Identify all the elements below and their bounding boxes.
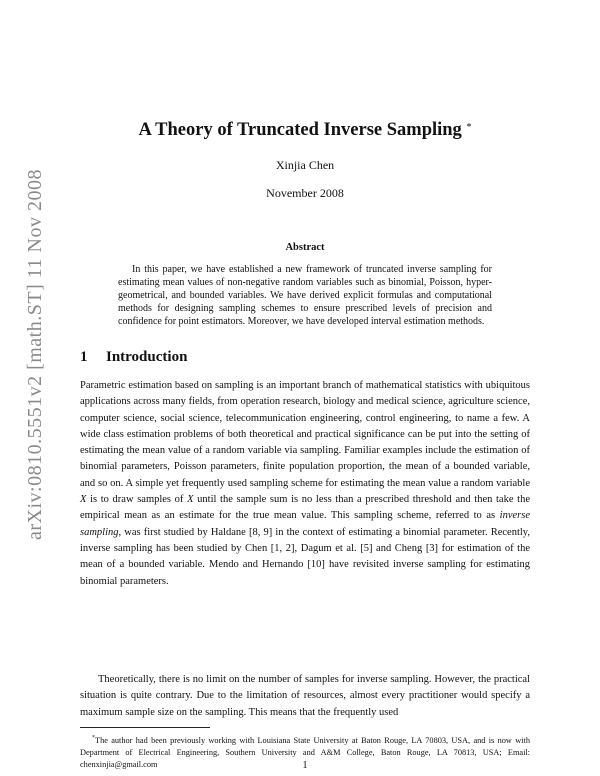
title-footnote-mark: * bbox=[466, 122, 472, 133]
p1-part-b: is to draw samples of bbox=[86, 494, 188, 506]
page-number: 1 bbox=[302, 760, 308, 771]
abstract-text: In this paper, we have established a new framework of truncated inverse sampling for estimating mean values of non-negative random variables such as binomial, Poisson, hyper-geometrical, and bounded variables. We have derived explicit formulas and computational methods for designing sampling schemes to ensure prescribed levels of precision and confidence for point estimators. Moreover, we have developed interval estimation methods. bbox=[118, 264, 492, 327]
emphasis-inverse-sampling: inverse sampling bbox=[80, 510, 530, 538]
p1-part-c: until the sample sum is no less than a prescribed threshold and then take the empirical mean as an estimate for the true mean value. This sampling scheme, referred to as bbox=[80, 494, 530, 522]
section-number: 1 bbox=[80, 349, 88, 365]
paper-title bbox=[80, 120, 530, 141]
author-name: Xinjia Chen bbox=[275, 158, 335, 172]
publication-date: November 2008 bbox=[266, 186, 344, 200]
footnote-rule bbox=[80, 727, 210, 728]
paragraph-2: Theoretically, there is no limit on the number of samples for inverse sampling. However, the practical situation is quite contrary. Due to the limitation of resources, almost every practitioner would specify a maximum sample size on the sampling. This means that the frequently used bbox=[80, 674, 530, 718]
footnote-mark: * bbox=[92, 735, 95, 741]
paragraph-1 bbox=[80, 378, 530, 590]
arxiv-identifier: arXiv:0810.5551v2 [math.ST] 11 Nov 2008 bbox=[24, 169, 46, 540]
title-text: A Theory of Truncated Inverse Sampling bbox=[138, 120, 462, 140]
abstract-heading: Abstract bbox=[285, 242, 325, 253]
p1-part-a: Parametric estimation based on sampling is an important branch of mathematical statistics with ubiquitous applications across many fields, from operation research, biology and medical science, agriculture science, computer science, social science, telecommunication engineering, control engineering, to name a few. A wide class estimation problems of both theoretical and practical significance can be put into the setting of estimating the mean value of a random variable via sampling. Familiar examples include the estimation of binomial parameters, Poisson parameters, finite population proportion, the mean of a bounded variable, and so on. A simple yet frequently used sampling scheme for estimating the mean value a random variable bbox=[80, 380, 530, 489]
section-heading bbox=[80, 349, 187, 366]
math-x: X bbox=[187, 494, 194, 506]
p1-part-d: , was first studied by Haldane [8, 9] in the context of estimating a binomial parameter. Recently, inverse sampling has been studied by Chen [1, 2], Dagum et al. [5] and Cheng [3] for estimation of the mean of a bounded variable. Mendo and Hernando [10] have revisited inverse sampling for estimating binomial parameters. bbox=[80, 526, 530, 587]
footnote-text: The author had been previously working with Louisiana State University at Baton Rouge, LA 70803, USA, and is now with Department of Electrical Engineering, Southern University and A&M College, Baton Rouge, LA 70813, USA; Email: chenxinjia@gmail.com bbox=[80, 735, 530, 769]
section-title: Introduction bbox=[106, 349, 188, 365]
math-x: X bbox=[80, 494, 87, 506]
